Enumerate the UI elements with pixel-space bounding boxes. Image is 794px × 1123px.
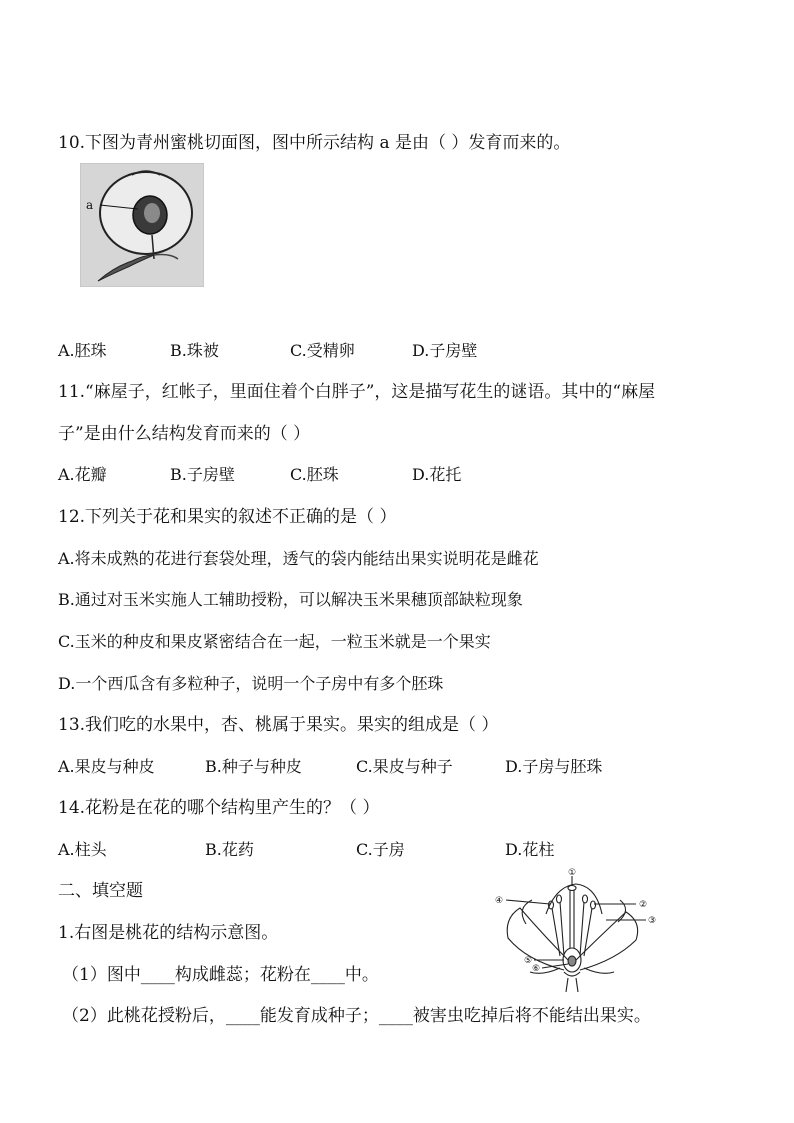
q11-option-c[interactable]: C.胚珠 xyxy=(290,465,339,484)
figure-label-a: a xyxy=(86,198,94,212)
fill1-sub1: （1）图中____构成雌蕊；花粉在____中。 xyxy=(62,965,379,985)
flower-label-3: ③ xyxy=(647,916,657,926)
q11-stem-line2: 子”是由什么结构发育而来的（ ） xyxy=(58,424,311,444)
q14-option-c[interactable]: C.子房 xyxy=(356,840,405,859)
q11-option-b[interactable]: B.子房壁 xyxy=(170,465,235,484)
q13-option-a[interactable]: A.果皮与种皮 xyxy=(58,757,155,776)
q14-option-d[interactable]: D.花柱 xyxy=(505,840,555,859)
q10-option-d[interactable]: D.子房壁 xyxy=(412,341,478,360)
fill1-stem: 1.右图是桃花的结构示意图。 xyxy=(58,923,279,943)
fill1-sub2: （2）此桃花授粉后，____能发育成种子；____被害虫吃掉后将不能结出果实。 xyxy=(62,1006,651,1026)
peach-flower-diagram xyxy=(486,868,658,992)
q14-option-a[interactable]: A.柱头 xyxy=(58,840,107,859)
section-title-fill-in: 二、填空题 xyxy=(58,881,143,901)
q10-option-a[interactable]: A.胚珠 xyxy=(58,341,107,360)
q11-option-d[interactable]: D.花托 xyxy=(412,465,462,484)
q14-stem: 14.花粉是在花的哪个结构里产生的？（ ） xyxy=(58,798,380,818)
flower-label-1: ① xyxy=(567,868,577,878)
q13-option-d[interactable]: D.子房与胚珠 xyxy=(505,757,603,776)
q11-stem-line1: 11.“麻屋子，红帐子，里面住着个白胖子”，这是描写花生的谜语。其中的“麻屋 xyxy=(58,382,656,402)
q13-stem: 13.我们吃的水果中，杏、桃属于果实。果实的组成是（ ） xyxy=(58,715,499,735)
q12-option-a[interactable]: A.将未成熟的花进行套袋处理，透气的袋内能结出果实说明花是雌花 xyxy=(58,549,539,568)
peach-cross-section-figure xyxy=(80,163,204,287)
q12-option-d[interactable]: D.一个西瓜含有多粒种子，说明一个子房中有多个胚珠 xyxy=(58,674,444,693)
q12-option-b[interactable]: B.通过对玉米实施人工辅助授粉，可以解决玉米果穗顶部缺粒现象 xyxy=(58,590,523,609)
flower-label-2: ② xyxy=(638,900,648,910)
q14-option-b[interactable]: B.花药 xyxy=(205,840,254,859)
q13-option-c[interactable]: C.果皮与种子 xyxy=(356,757,453,776)
q10-option-c[interactable]: C.受精卵 xyxy=(290,341,355,360)
flower-label-5: ⑤ xyxy=(523,956,533,966)
q10-stem: 10.下图为青州蜜桃切面图，图中所示结构 a 是由（ ）发育而来的。 xyxy=(58,133,571,153)
q13-option-b[interactable]: B.种子与种皮 xyxy=(205,757,302,776)
q12-option-c[interactable]: C.玉米的种皮和果皮紧密结合在一起，一粒玉米就是一个果实 xyxy=(58,632,491,651)
q10-option-b[interactable]: B.珠被 xyxy=(170,341,219,360)
q11-option-a[interactable]: A.花瓣 xyxy=(58,465,107,484)
flower-label-6: ⑥ xyxy=(531,964,541,974)
flower-label-4: ④ xyxy=(494,896,504,906)
q12-stem: 12.下列关于花和果实的叙述不正确的是（ ） xyxy=(58,507,397,527)
